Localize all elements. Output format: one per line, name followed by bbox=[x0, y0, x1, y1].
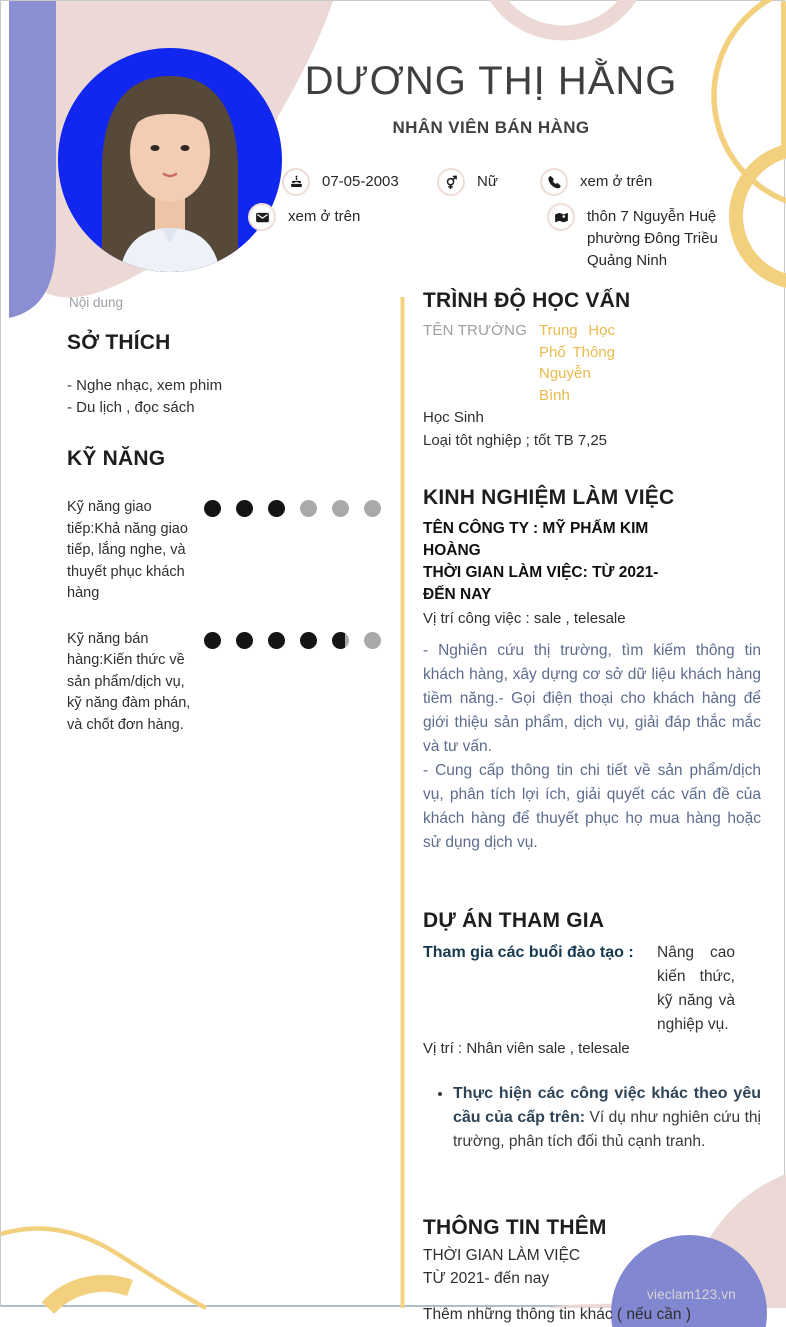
skill-dot bbox=[332, 632, 349, 649]
bullet-bold-text: Thực hiện các công việc khác theo yêu cầu của cấp trên: bbox=[453, 1085, 761, 1126]
education-role: Học Sinh bbox=[423, 409, 484, 426]
education-grade: Loại tôt nghiệp ; tốt TB 7,25 bbox=[423, 432, 608, 449]
skill-rating bbox=[204, 629, 381, 737]
project-row bbox=[423, 941, 761, 1037]
gold-arc-thick bbox=[48, 1283, 130, 1308]
watermark: vieclam123.vn bbox=[647, 1287, 736, 1302]
column-divider bbox=[401, 297, 405, 1308]
job-title: NHÂN VIÊN BÁN HÀNG bbox=[392, 118, 590, 137]
profile-photo-image bbox=[58, 48, 282, 272]
skill-dot bbox=[364, 632, 381, 649]
education-title: TRÌNH ĐỘ HỌC VẤN bbox=[423, 289, 631, 312]
left-column bbox=[67, 331, 381, 736]
contact-email bbox=[248, 203, 360, 231]
training-value: Nâng cao kiến thức, kỹ năng và nghiệp vụ. bbox=[657, 944, 735, 1033]
hobby-item: - Nghe nhạc, xem phim bbox=[67, 377, 223, 394]
additional-line: THỜI GIAN LÀM VIỆC bbox=[423, 1247, 581, 1264]
profile-photo bbox=[58, 48, 282, 272]
skill-dot bbox=[364, 500, 381, 517]
address-value: thôn 7 Nguyễn Huệ phường Đông Triều Quảng Ninh bbox=[587, 208, 718, 269]
skill-dot bbox=[204, 632, 221, 649]
additional-line: Thêm những thông tin khác ( nếu cần ) bbox=[423, 1306, 692, 1323]
pink-ring bbox=[483, 0, 643, 33]
email-icon bbox=[248, 203, 276, 231]
skill-dot bbox=[268, 500, 285, 517]
gold-edge-line bbox=[781, 1, 786, 149]
phone-icon bbox=[540, 168, 568, 196]
additional-line: TỪ 2021- đến nay bbox=[423, 1269, 550, 1287]
experience-detail-paragraph: - Nghiên cứu thị trường, tìm kiếm thông tin khách hàng, xây dựng cơ sở dữ liệu khách hàng tiềm năng.- Gọi điện thoại cho khách hàng để giới thiệu sản phẩm, dịch vụ, giải đáp thắc mắc và tư vấn. bbox=[423, 642, 761, 755]
skill-dot bbox=[236, 632, 253, 649]
project-position: Vị trí : Nhân viên sale , telesale bbox=[423, 1040, 630, 1057]
skill-dot bbox=[332, 500, 349, 517]
school-label: TÊN TRƯỜNG bbox=[423, 322, 528, 339]
skill-label: Kỹ năng bán hàng:Kiến thức về sản phẩm/dịch vụ, kỹ năng đàm phán, và chốt đơn hàng. bbox=[67, 630, 191, 733]
skills-title: KỸ NĂNG bbox=[67, 447, 166, 470]
skill-dot bbox=[300, 632, 317, 649]
birthday-value: 07-05-2003 bbox=[322, 173, 399, 190]
school-name: Trung Học Phổ Thông Nguyễn Bình bbox=[539, 322, 615, 404]
training-label: Tham gia các buổi đào tạo : bbox=[423, 944, 634, 961]
contact-birthday bbox=[282, 168, 399, 196]
skill-dot bbox=[268, 632, 285, 649]
project-bullets bbox=[423, 1082, 761, 1154]
hobby-item: - Du lịch , đọc sách bbox=[67, 399, 195, 416]
additional-title: THÔNG TIN THÊM bbox=[423, 1216, 607, 1239]
phone-value: xem ở trên bbox=[580, 173, 653, 190]
project-bullet-item bbox=[453, 1082, 761, 1154]
contact-gender bbox=[437, 168, 498, 196]
skill-row bbox=[67, 497, 381, 605]
email-value: xem ở trên bbox=[288, 208, 361, 225]
experience-detail-paragraph: - Cung cấp thông tin chi tiết về sản phẩm/dịch vụ, phân tích lợi ích, giải quyết các vấn đề của khách hàng để thuyết phục họ mua hàng hoặc sử dụng dịch vụ. bbox=[423, 762, 761, 851]
experience-details bbox=[423, 639, 761, 855]
skill-row bbox=[67, 629, 381, 737]
location-icon bbox=[547, 203, 575, 231]
education-row bbox=[423, 320, 761, 406]
skill-dot bbox=[204, 500, 221, 517]
work-period: THỜI GIAN LÀM VIỆC: TỪ 2021- ĐẾN NAY bbox=[423, 564, 659, 603]
contact-address bbox=[547, 203, 765, 272]
work-position: Vị trí công việc : sale , telesale bbox=[423, 610, 626, 627]
bullet-regular-text: Ví dụ như nghiên cứu thị trường, phân tích đối thủ cạnh tranh. bbox=[453, 1109, 761, 1150]
projects-title: DỰ ÁN THAM GIA bbox=[423, 909, 605, 932]
gender-value: Nữ bbox=[477, 173, 498, 190]
company-name: TÊN CÔNG TY : MỸ PHẤM KIM HOÀNG bbox=[423, 520, 649, 559]
skill-dot bbox=[300, 500, 317, 517]
gold-wave bbox=[1, 1228, 206, 1308]
experience-title: KINH NGHIỆM LÀM VIỆC bbox=[423, 486, 675, 509]
skill-label: Kỹ năng giao tiếp:Khả năng giao tiếp, lắng nghe, và thuyết phục khách hàng bbox=[67, 499, 188, 601]
hobbies-title: SỞ THÍCH bbox=[67, 331, 171, 354]
gender-icon bbox=[437, 168, 465, 196]
right-column bbox=[423, 289, 761, 1327]
purple-bar bbox=[9, 1, 56, 318]
contact-phone bbox=[540, 168, 652, 196]
birthday-icon bbox=[282, 168, 310, 196]
skill-rating bbox=[204, 497, 381, 605]
content-placeholder-label: Nội dung bbox=[69, 295, 124, 310]
person-name: DƯƠNG THỊ HẰNG bbox=[304, 59, 678, 103]
skill-dot bbox=[236, 500, 253, 517]
